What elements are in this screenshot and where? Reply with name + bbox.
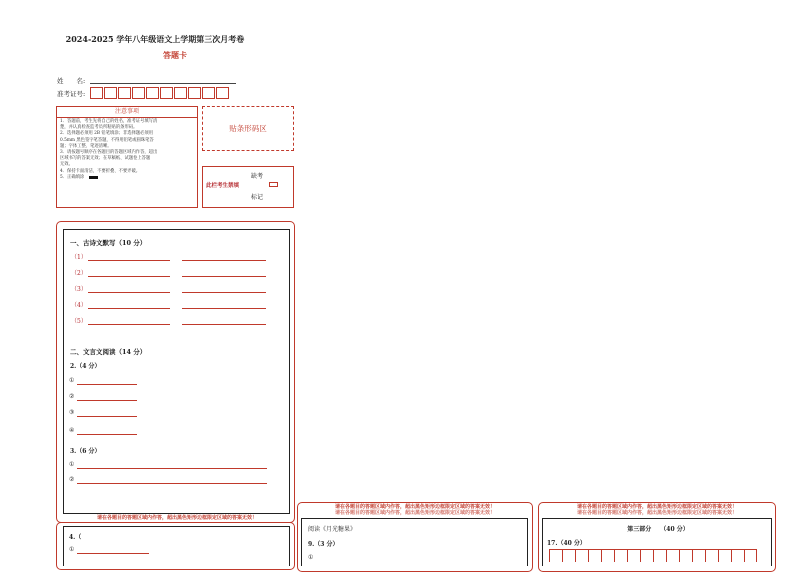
absent-checkbox[interactable]: [269, 182, 278, 187]
barcode-label: 贴条形码区: [229, 124, 267, 133]
exam-title: 2024-2025 学年八年级语文上学期第三次月考卷: [65, 34, 245, 44]
absent-mark-box: [202, 166, 294, 208]
id-box[interactable]: [174, 87, 187, 99]
poem-item-label: （4）: [71, 302, 87, 309]
barcode-area: [202, 106, 294, 151]
poem-item-label: （3）: [71, 286, 87, 293]
notice-line: 3．请按题号顺序在各题目的答题区域内作答，超出: [60, 150, 158, 156]
poem-item-label: （1）: [71, 254, 87, 261]
left-answer-area: [63, 229, 290, 514]
warning-text: 请在各题目的答题区域内作答，超出黑色矩形边框限定区域的答案无效！: [334, 504, 495, 510]
grid-cell[interactable]: [731, 549, 744, 562]
mark-label: 标记: [251, 194, 264, 201]
id-box[interactable]: [202, 87, 215, 99]
section1-title: 一、古诗文默写（10 分）: [70, 239, 147, 247]
poem-answer-line[interactable]: [182, 276, 266, 277]
name-label: 姓 名:: [57, 77, 86, 85]
exam-id-boxes[interactable]: [90, 87, 230, 99]
grid-cell[interactable]: [575, 549, 588, 562]
poem-answer-line[interactable]: [88, 308, 170, 309]
notice-line: 题；字体工整、笔迹清晰。: [60, 143, 112, 149]
part-three-title: 第三部分 （40 分）: [627, 526, 689, 533]
notice-box: [56, 106, 198, 208]
grid-cell[interactable]: [744, 549, 757, 562]
q9-item-label: ①: [308, 554, 314, 561]
grid-cell[interactable]: [549, 549, 562, 562]
q2-answer-line[interactable]: [77, 434, 137, 435]
grid-cell[interactable]: [627, 549, 640, 562]
poem-answer-line[interactable]: [88, 324, 170, 325]
question-3-label: 3.（6 分）: [70, 448, 101, 455]
grid-cell[interactable]: [601, 549, 614, 562]
grid-cell[interactable]: [679, 549, 692, 562]
notice-line-text: 5．正确填涂: [60, 174, 85, 180]
middle-answer-area: [301, 518, 528, 566]
filled-mark-sample-icon: [89, 176, 98, 179]
grid-cell[interactable]: [705, 549, 718, 562]
grid-cell[interactable]: [562, 549, 575, 562]
section2-title: 二、文言文阅读（14 分）: [70, 348, 147, 356]
q2-item-label: ③: [69, 409, 75, 416]
notice-line: [60, 175, 194, 181]
poem-answer-line[interactable]: [182, 324, 266, 325]
q2-answer-line[interactable]: [77, 384, 137, 385]
poem-item-label: （2）: [71, 270, 87, 277]
q2-item-label: ②: [69, 393, 75, 400]
q4-answer-area: [63, 526, 290, 566]
q2-answer-line[interactable]: [77, 416, 137, 417]
id-box[interactable]: [118, 87, 131, 99]
warning-text: 请在各题目的答题区域内作答，超出黑色矩形边框限定区域的答案无效！: [334, 510, 495, 516]
name-input-line[interactable]: [90, 83, 236, 84]
poem-answer-line[interactable]: [88, 276, 170, 277]
notice-line: 无效。: [60, 162, 73, 168]
q3-answer-line[interactable]: [77, 468, 267, 469]
poem-answer-line[interactable]: [182, 292, 266, 293]
q3-item-label: ①: [69, 461, 75, 468]
grid-cell[interactable]: [666, 549, 679, 562]
id-box[interactable]: [146, 87, 159, 99]
exam-id-label: 准考证号:: [57, 90, 86, 98]
poem-answer-line[interactable]: [88, 260, 170, 261]
notice-line: 区域书写的答案无效；在草稿纸、试题卷上答题: [60, 156, 151, 162]
q4-item-label: ①: [69, 546, 75, 553]
notice-line: 1．答题前，考生先将自己的姓名，准考证号填写清: [60, 119, 158, 124]
question-17-label: 17.（40 分）: [547, 540, 586, 547]
notice-text: [60, 119, 194, 181]
id-box[interactable]: [90, 87, 103, 99]
essay-grid[interactable]: [549, 549, 757, 562]
grid-cell[interactable]: [653, 549, 666, 562]
grid-cell[interactable]: [614, 549, 627, 562]
notice-line: 0.5mm 黑色签字笔答题，不得用铅笔或圆珠笔答: [60, 137, 154, 143]
reading-title: 阅读《月光糖果》: [308, 526, 357, 533]
question-4-label: 4.（: [69, 534, 82, 541]
question-9-label: 9.（3 分）: [308, 541, 339, 548]
id-box[interactable]: [104, 87, 117, 99]
absent-note: 此栏考生禁填: [206, 183, 240, 189]
grid-cell[interactable]: [588, 549, 601, 562]
warning-text: 请在各题目的答题区域内作答，超出黑色矩形边框限定区域的答案无效！: [576, 510, 737, 516]
poem-answer-line[interactable]: [182, 260, 266, 261]
id-box[interactable]: [216, 87, 229, 99]
notice-title: 注意事项: [57, 107, 197, 118]
poem-answer-line[interactable]: [182, 308, 266, 309]
notice-line: 4．保持卡面清洁，不要折叠、不要弄破。: [60, 168, 141, 174]
q2-item-label: ④: [69, 427, 75, 434]
q3-item-label: ②: [69, 476, 75, 483]
question-2-label: 2.（4 分）: [70, 363, 101, 370]
answer-card-label: 答题卡: [163, 50, 187, 60]
notice-line: 2．选择题必须用 2B 铅笔填涂；非选择题必须用: [60, 131, 153, 137]
q2-item-label: ①: [69, 377, 75, 384]
q4-answer-line[interactable]: [77, 553, 149, 554]
q3-answer-line[interactable]: [77, 483, 267, 484]
poem-answer-line[interactable]: [88, 292, 170, 293]
absent-label: 缺考: [251, 173, 264, 180]
poem-item-label: （5）: [71, 318, 87, 325]
id-box[interactable]: [188, 87, 201, 99]
grid-cell[interactable]: [718, 549, 731, 562]
warning-text: 请在各题目的答题区域内作答，超出黑色矩形边框限定区域的答案无效！: [576, 504, 737, 510]
q2-answer-line[interactable]: [77, 400, 137, 401]
notice-line: 楚，并认真检查监考员所粘贴的条形码。: [60, 125, 138, 131]
grid-cell[interactable]: [692, 549, 705, 562]
grid-cell[interactable]: [640, 549, 653, 562]
id-box[interactable]: [132, 87, 145, 99]
warning-text: 请在各题目的答题区域内作答，超出黑色矩形边框限定区域的答案无效！: [96, 515, 257, 521]
id-box[interactable]: [160, 87, 173, 99]
